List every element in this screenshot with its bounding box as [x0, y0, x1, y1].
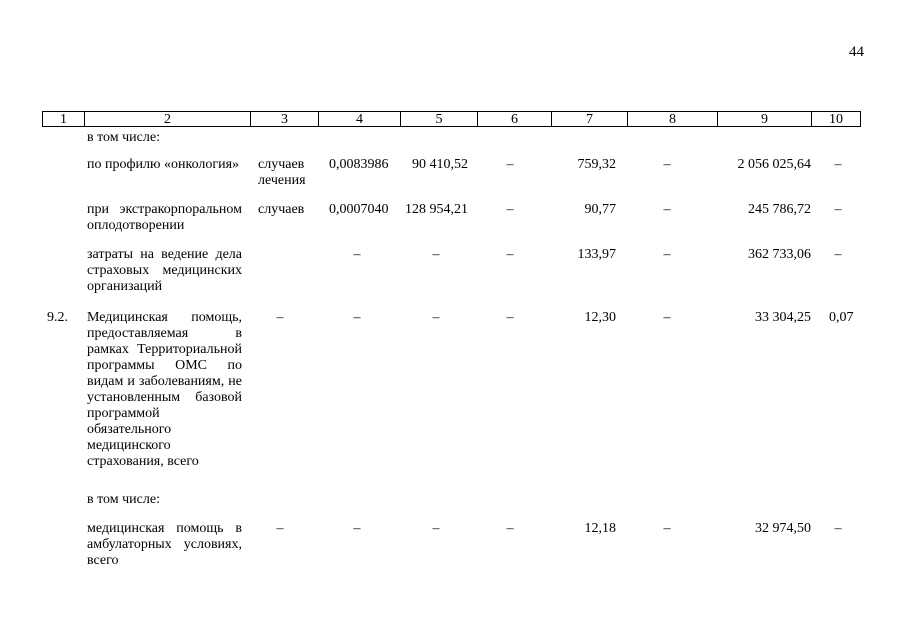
table-cell-col6: –: [506, 310, 514, 325]
column-number-2: 2: [84, 112, 250, 126]
table-cell-norm: –: [353, 310, 361, 325]
table-cell-col7: 12,30: [584, 310, 616, 325]
table-cell-col6: –: [506, 202, 514, 217]
table-cell-description: Медицинская помощь, предоставляемая в рамках Территориальной программы ОМС по видам и заболеваниям, не установленным базовой программой обязательного медицинского страхования, всего: [87, 310, 242, 469]
table-cell-col10: –: [834, 202, 842, 217]
column-number-7: 7: [551, 112, 627, 126]
table-cell-unit: –: [276, 310, 284, 325]
table-cell-col8: –: [663, 247, 671, 262]
table-cell-col9: 33 304,25: [755, 310, 811, 325]
table-cell-col8: –: [663, 521, 671, 536]
table-cell-unit: –: [276, 521, 284, 536]
table-cell-description: затраты на ведение дела страховых медицинских организаций: [87, 247, 242, 294]
table-cell-norm: 0,0083986: [329, 157, 389, 172]
column-number-9: 9: [717, 112, 811, 126]
table-cell-norm: –: [353, 247, 361, 262]
table-cell-col9: 2 056 025,64: [737, 157, 811, 172]
table-cell-col7: 90,77: [584, 202, 616, 217]
column-number-10: 10: [811, 112, 860, 126]
table-cell-description: при экстракорпоральном оплодотворении: [87, 202, 242, 233]
table-cell-cost: –: [432, 247, 440, 262]
table-cell-row-number: 9.2.: [47, 310, 68, 325]
table-cell-description: по профилю «онкология»: [87, 157, 240, 172]
column-number-4: 4: [318, 112, 400, 126]
page-number: 44: [849, 44, 864, 60]
table-cell-norm: –: [353, 521, 361, 536]
table-cell-cost: 90 410,52: [412, 157, 468, 172]
column-number-3: 3: [250, 112, 318, 126]
table-cell-col7: 12,18: [584, 521, 616, 536]
table-cell-col6: –: [506, 157, 514, 172]
table-cell-cost: –: [432, 521, 440, 536]
column-number-5: 5: [400, 112, 477, 126]
table-cell-norm: 0,0007040: [329, 202, 389, 217]
column-number-6: 6: [477, 112, 551, 126]
table-cell-col9: 245 786,72: [748, 202, 811, 217]
column-number-8: 8: [627, 112, 717, 126]
table-header-row: [42, 111, 861, 127]
table-cell-col8: –: [663, 310, 671, 325]
table-cell-col10: –: [834, 247, 842, 262]
table-cell-col7: 759,32: [577, 157, 616, 172]
table-cell-cost: –: [432, 310, 440, 325]
table-cell-col8: –: [663, 157, 671, 172]
table-cell-col7: 133,97: [577, 247, 616, 262]
table-cell-col6: –: [506, 247, 514, 262]
table-cell-unit: случаев: [258, 202, 305, 217]
column-number-1: 1: [60, 112, 67, 127]
table-cell-unit: случаев лечения: [258, 157, 306, 188]
table-cell-description: в том числе:: [87, 492, 160, 507]
table-cell-col9: 32 974,50: [755, 521, 811, 536]
table-cell-col6: –: [506, 521, 514, 536]
table-cell-col9: 362 733,06: [748, 247, 811, 262]
table-cell-col10: 0,07: [829, 310, 854, 325]
table-cell-description: медицинская помощь в амбулаторных условиях, всего: [87, 521, 242, 568]
table-cell-col10: –: [834, 157, 842, 172]
table-cell-cost: 128 954,21: [405, 202, 468, 217]
table-cell-col8: –: [663, 202, 671, 217]
table-cell-col10: –: [834, 521, 842, 536]
table-cell-description: в том числе:: [87, 130, 160, 145]
